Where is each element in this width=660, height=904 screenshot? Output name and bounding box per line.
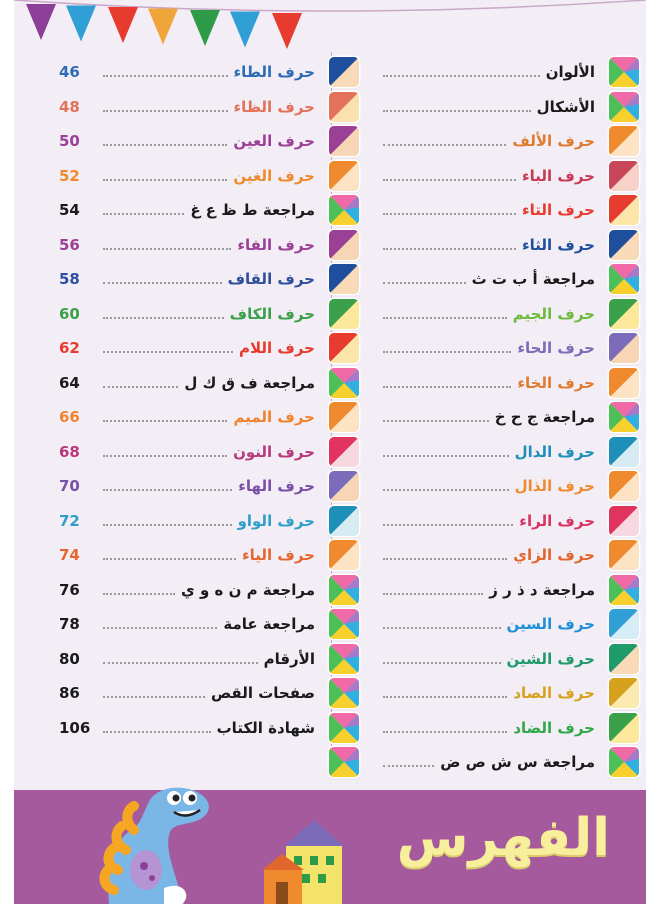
bunting-flag <box>66 6 96 42</box>
toc-leader-dots <box>383 558 507 560</box>
toc-leader-dots <box>383 144 506 146</box>
toc-leader-dots <box>383 524 513 526</box>
toc-leader-dots <box>103 731 211 733</box>
letter-tangram-icon <box>329 230 359 260</box>
toc-entry-label: حرف الراء <box>519 511 595 530</box>
toc-leader-dots <box>383 351 511 353</box>
toc-entry-label: مراجعة عامة <box>223 615 315 634</box>
toc-entry-label: حرف الغين <box>233 166 315 185</box>
toc-entry-label: مراجعة د ذ ر ز <box>489 580 595 599</box>
letter-tangram-icon <box>609 299 639 329</box>
toc-entry-label: حرف العين <box>233 132 315 151</box>
letter-tangram-icon <box>609 230 639 260</box>
letter-tangram-icon <box>609 540 639 570</box>
toc-entry-label: حرف الدال <box>514 442 595 461</box>
letter-tangram-icon <box>329 540 359 570</box>
review-tangram-icon <box>329 644 359 674</box>
toc-page-number: 74 <box>59 546 80 565</box>
toc-page-number: 66 <box>59 408 80 427</box>
toc-entry[interactable] <box>59 676 359 711</box>
toc-leader-dots <box>383 282 466 284</box>
bunting-flag <box>108 7 138 43</box>
toc-entry[interactable] <box>339 538 639 573</box>
toc-entry-label: مراجعة ف ق ك ل <box>184 373 315 392</box>
toc-entry[interactable] <box>59 469 359 504</box>
letter-tangram-icon <box>609 333 639 363</box>
toc-entry[interactable] <box>59 400 359 435</box>
toc-entry-label: حرف القاف <box>227 270 315 289</box>
bunting-flag <box>272 13 302 49</box>
toc-leader-dots <box>103 627 217 629</box>
toc-entry-label: مراجعة م ن ه و ي <box>181 580 315 599</box>
review-tangram-icon <box>609 57 639 87</box>
toc-entry[interactable] <box>339 331 639 366</box>
toc-leader-dots <box>103 144 227 146</box>
letter-tangram-icon <box>329 506 359 536</box>
toc-entry[interactable] <box>59 228 359 263</box>
toc-entry[interactable] <box>339 573 639 608</box>
bunting-flag <box>190 10 220 46</box>
letter-tangram-icon <box>329 299 359 329</box>
dinosaur-icon <box>104 788 208 904</box>
toc-page-number: 50 <box>59 132 80 151</box>
toc-entry-label: الأشكال <box>536 97 595 116</box>
toc-entry[interactable] <box>339 297 639 332</box>
letter-tangram-icon <box>609 161 639 191</box>
toc-leader-dots <box>383 75 540 77</box>
toc-entry[interactable] <box>339 159 639 194</box>
toc-page-number: 80 <box>59 649 80 668</box>
toc-entry[interactable] <box>59 538 359 573</box>
letter-tangram-icon <box>329 161 359 191</box>
letter-tangram-icon <box>329 333 359 363</box>
toc-page-number: 70 <box>59 477 80 496</box>
toc-leader-dots <box>383 593 483 595</box>
toc-entry-label: حرف الباء <box>522 166 595 185</box>
toc-leader-dots <box>383 248 516 250</box>
toc-entry[interactable] <box>339 262 639 297</box>
letter-tangram-icon <box>329 471 359 501</box>
toc-entry[interactable] <box>339 55 639 90</box>
toc-entry-label: حرف الخاء <box>517 373 595 392</box>
letter-tangram-icon <box>609 195 639 225</box>
toc-leader-dots <box>103 662 258 664</box>
toc-entry-label: مراجعة أ ب ت ث <box>471 270 595 289</box>
review-tangram-icon <box>329 195 359 225</box>
toc-leader-dots <box>103 282 222 284</box>
toc-leader-dots <box>383 696 507 698</box>
toc-entry[interactable] <box>339 400 639 435</box>
toc-entry[interactable] <box>339 193 639 228</box>
review-tangram-icon <box>329 678 359 708</box>
toc-entry[interactable] <box>59 297 359 332</box>
toc-entry[interactable] <box>59 90 359 125</box>
toc-page-number: 106 <box>59 718 91 737</box>
letter-tangram-icon <box>609 126 639 156</box>
review-tangram-icon <box>609 575 639 605</box>
toc-entry[interactable] <box>59 573 359 608</box>
letter-tangram-icon <box>329 126 359 156</box>
review-tangram-icon <box>329 575 359 605</box>
toc-page-number: 64 <box>59 373 80 392</box>
letter-tangram-icon <box>329 264 359 294</box>
toc-entry-label: مراجعة ط ظ ع غ <box>190 201 315 220</box>
toc-entry-label: حرف التاء <box>522 201 595 220</box>
toc-entry[interactable] <box>59 193 359 228</box>
toc-leader-dots <box>383 489 509 491</box>
house-icon <box>262 820 344 904</box>
toc-entry-label: مراجعة ج ح خ <box>494 408 595 427</box>
toc-page-number: 52 <box>59 166 80 185</box>
letter-tangram-icon <box>609 368 639 398</box>
toc-entry-label: حرف الثاء <box>522 235 595 254</box>
toc-page-number: 56 <box>59 235 80 254</box>
toc-entry-label: حرف الياء <box>242 546 315 565</box>
toc-leader-dots <box>103 524 232 526</box>
toc-leader-dots <box>103 317 224 319</box>
letter-tangram-icon <box>329 57 359 87</box>
toc-page-number: 60 <box>59 304 80 323</box>
toc-entry-label: الأرقام <box>263 649 315 668</box>
toc-page-number: 58 <box>59 270 80 289</box>
toc-entry-label: حرف الذال <box>514 477 595 496</box>
toc-entry-label: حرف السين <box>506 615 595 634</box>
toc-entry-label: حرف النون <box>233 442 315 461</box>
toc-page-number: 62 <box>59 339 80 358</box>
toc-entry-label: حرف الجيم <box>512 304 595 323</box>
letter-tangram-icon <box>609 678 639 708</box>
toc-page-number: 76 <box>59 580 80 599</box>
toc-entry[interactable] <box>59 55 359 90</box>
toc-entry-label: حرف الزاي <box>513 546 595 565</box>
toc-leader-dots <box>383 765 434 767</box>
toc-left-column <box>59 55 359 780</box>
toc-entry[interactable] <box>339 676 639 711</box>
toc-entry-label: مراجعة س ش ص ض <box>440 753 595 772</box>
toc-leader-dots <box>103 558 236 560</box>
bunting-flag <box>148 9 178 45</box>
review-tangram-icon <box>329 609 359 639</box>
toc-page-number: 86 <box>59 684 80 703</box>
toc-leader-dots <box>103 75 228 77</box>
letter-tangram-icon <box>329 437 359 467</box>
toc-entry-label: الألوان <box>545 63 595 82</box>
toc-entry[interactable] <box>339 711 639 746</box>
toc-entry-label: صفحات القص <box>210 684 315 703</box>
dinosaur-house-illustration <box>14 770 354 904</box>
toc-entry[interactable] <box>339 90 639 125</box>
toc-entry[interactable] <box>59 124 359 159</box>
toc-leader-dots <box>383 662 501 664</box>
toc-leader-dots <box>383 731 507 733</box>
toc-entry[interactable] <box>59 607 359 642</box>
toc-leader-dots <box>383 179 516 181</box>
toc-leader-dots <box>103 351 233 353</box>
toc-entry-label: حرف اللام <box>239 339 315 358</box>
toc-entry-label: حرف الواو <box>237 511 315 530</box>
toc-page-number: 46 <box>59 63 80 82</box>
toc-page-number: 78 <box>59 615 80 634</box>
toc-leader-dots <box>103 179 227 181</box>
toc-leader-dots <box>103 213 184 215</box>
toc-entry[interactable] <box>59 435 359 470</box>
toc-leader-dots <box>103 248 231 250</box>
toc-entry[interactable] <box>339 366 639 401</box>
review-tangram-icon <box>609 402 639 432</box>
toc-leader-dots <box>103 386 178 388</box>
toc-leader-dots <box>383 317 507 319</box>
toc-leader-dots <box>383 386 511 388</box>
review-tangram-icon <box>609 264 639 294</box>
review-tangram-icon <box>329 368 359 398</box>
toc-entry-label: حرف الفاء <box>237 235 315 254</box>
toc-page-number: 48 <box>59 97 80 116</box>
toc-entry[interactable] <box>339 745 639 780</box>
toc-leader-dots <box>103 420 227 422</box>
letter-tangram-icon <box>329 92 359 122</box>
toc-entry[interactable] <box>339 642 639 677</box>
toc-leader-dots <box>383 627 501 629</box>
letter-tangram-icon <box>329 402 359 432</box>
toc-entry-label: حرف الحاء <box>517 339 595 358</box>
letter-tangram-icon <box>609 437 639 467</box>
toc-leader-dots <box>103 455 227 457</box>
toc-entry-label: حرف الضاد <box>513 718 595 737</box>
toc-leader-dots <box>383 455 509 457</box>
toc-entry-label: حرف الصاد <box>513 684 595 703</box>
toc-page-number: 72 <box>59 511 80 530</box>
toc-right-column <box>339 55 639 780</box>
toc-entry[interactable] <box>59 366 359 401</box>
bunting-flag <box>26 4 56 40</box>
toc-leader-dots <box>103 489 232 491</box>
toc-entry[interactable] <box>339 124 639 159</box>
toc-leader-dots <box>383 213 516 215</box>
toc-leader-dots <box>383 110 531 112</box>
letter-tangram-icon <box>609 713 639 743</box>
toc-entry-label: حرف الظاء <box>233 97 315 116</box>
letter-tangram-icon <box>609 609 639 639</box>
toc-page-number: 54 <box>59 201 80 220</box>
toc-entry[interactable] <box>59 711 359 746</box>
toc-entry[interactable] <box>339 504 639 539</box>
toc-leader-dots <box>103 593 175 595</box>
review-tangram-icon <box>609 747 639 777</box>
toc-entry-label: حرف الألف <box>512 132 595 151</box>
toc-entry-label: حرف الهاء <box>238 477 315 496</box>
index-page <box>14 0 646 904</box>
toc-entry-label: حرف الكاف <box>229 304 315 323</box>
toc-entry[interactable] <box>59 159 359 194</box>
toc-entry-label: شهادة الكتاب <box>216 718 315 737</box>
letter-tangram-icon <box>609 471 639 501</box>
letter-tangram-icon <box>609 644 639 674</box>
toc-entry[interactable] <box>339 435 639 470</box>
toc-entry[interactable] <box>59 331 359 366</box>
review-tangram-icon <box>609 92 639 122</box>
toc-entry[interactable] <box>59 642 359 677</box>
toc-entry[interactable] <box>339 607 639 642</box>
toc-entry[interactable] <box>59 504 359 539</box>
toc-entry[interactable] <box>339 469 639 504</box>
review-tangram-icon <box>329 713 359 743</box>
toc-entry-label: حرف الطاء <box>233 63 315 82</box>
toc-entry-label: حرف الميم <box>233 408 315 427</box>
toc-entry[interactable] <box>339 228 639 263</box>
toc-entry-label: حرف الشين <box>506 649 595 668</box>
page-title: الفهرس <box>396 808 610 868</box>
toc-leader-dots <box>103 110 228 112</box>
toc-page-number: 68 <box>59 442 80 461</box>
toc-leader-dots <box>383 420 489 422</box>
toc-leader-dots <box>103 696 205 698</box>
bunting-decoration <box>14 0 646 60</box>
toc-entry[interactable] <box>59 262 359 297</box>
letter-tangram-icon <box>609 506 639 536</box>
bunting-flag <box>230 12 260 48</box>
